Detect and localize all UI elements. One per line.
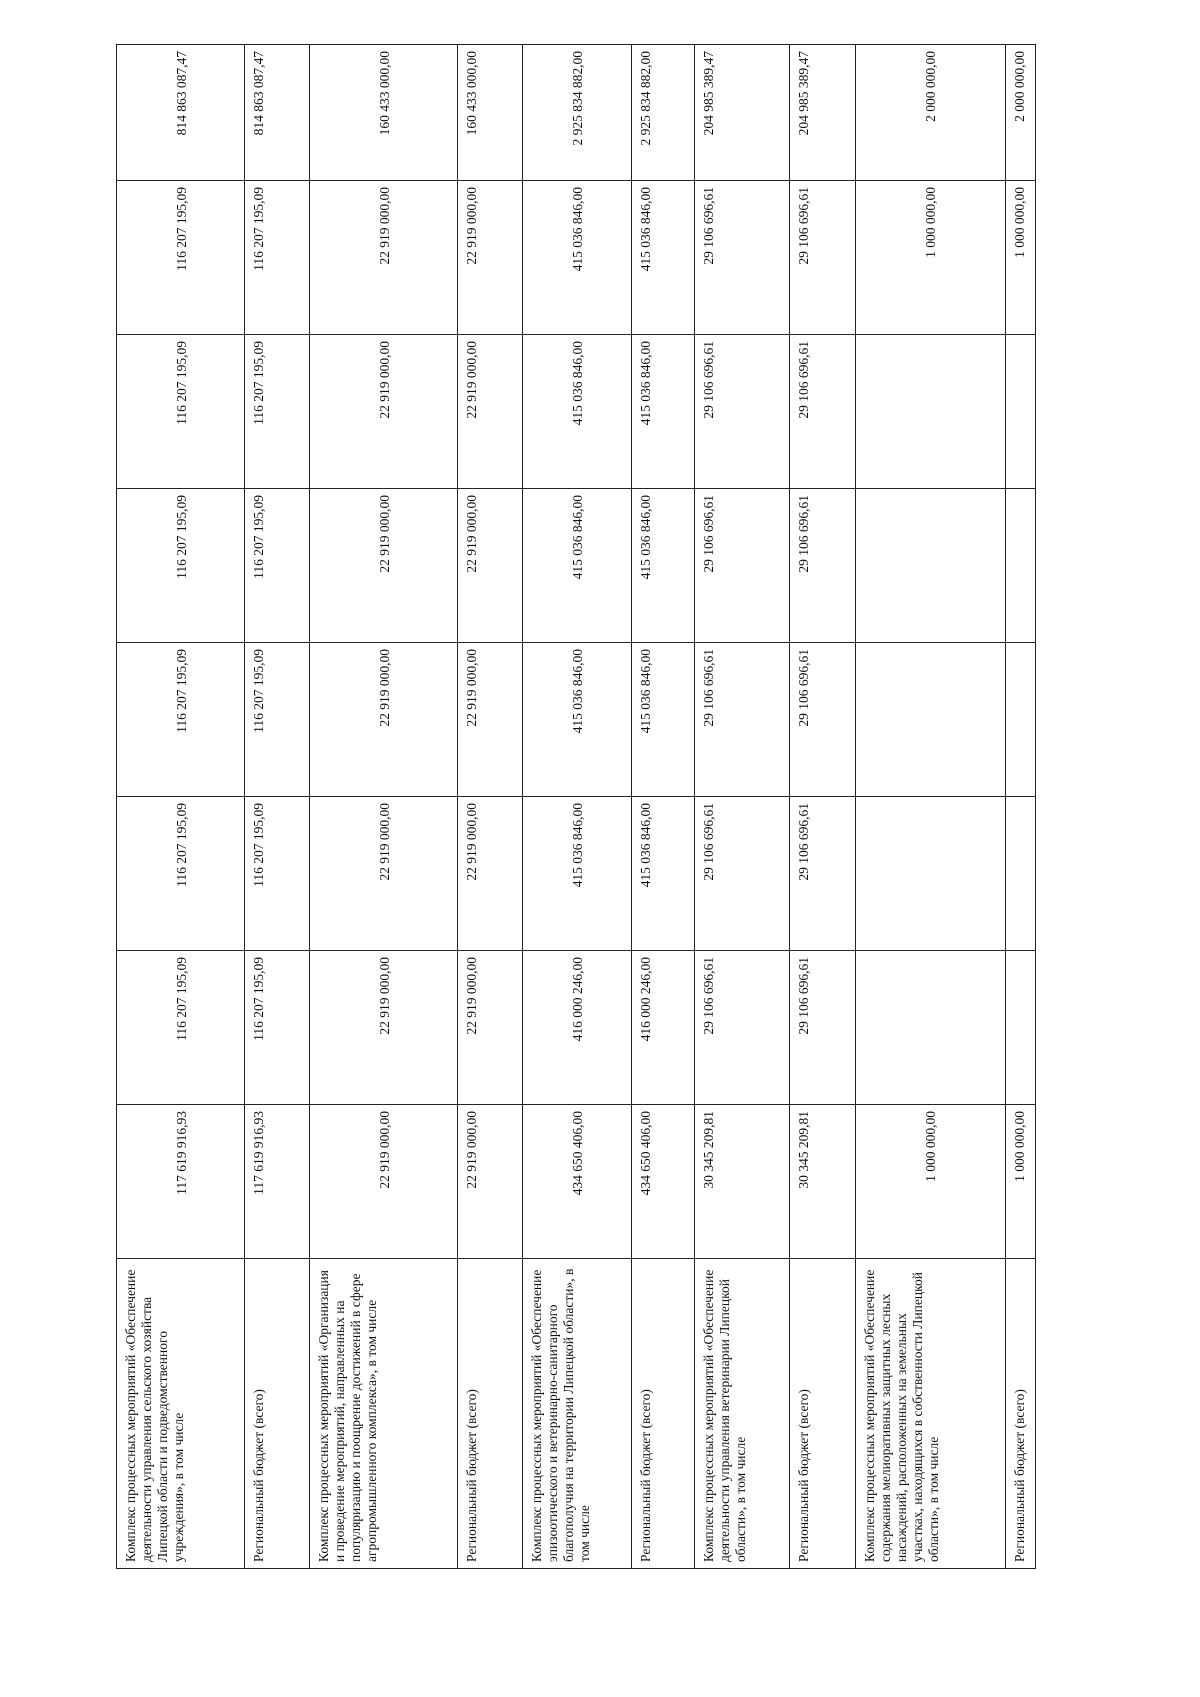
year-cell: 116 207 195,09 [245,797,310,951]
year-cell [1005,489,1035,643]
year-cell: 22 919 000,00 [458,181,523,335]
year-cell: 415 036 846,00 [523,489,632,643]
year-cell: 29 106 696,61 [694,489,790,643]
year-cell: 22 919 000,00 [458,951,523,1105]
year-cell: 22 919 000,00 [458,1105,523,1259]
total-cell: 814 863 087,47 [117,45,245,181]
table-row [245,45,310,1569]
year-cell: 30 345 209,81 [694,1105,790,1259]
table-row [631,45,694,1569]
year-cell: 117 619 916,93 [245,1105,310,1259]
year-cell: 116 207 195,09 [245,951,310,1105]
year-cell: 116 207 195,09 [245,181,310,335]
year-cell [855,797,1005,951]
total-cell: 2 925 834 882,00 [523,45,632,181]
year-cell: 434 650 406,00 [523,1105,632,1259]
year-cell: 22 919 000,00 [310,335,458,489]
year-cell: 22 919 000,00 [458,489,523,643]
budget-table-body [117,45,1036,1569]
year-cell: 415 036 846,00 [631,643,694,797]
total-cell: 204 985 389,47 [694,45,790,181]
year-cell: 30 345 209,81 [790,1105,855,1259]
table-row [694,45,790,1569]
row-label: Региональный бюджет (всего) [631,1259,694,1569]
year-cell: 415 036 846,00 [523,181,632,335]
total-cell: 2 000 000,00 [1005,45,1035,181]
year-cell: 22 919 000,00 [458,335,523,489]
rotated-table-stage [116,45,1036,1569]
year-cell: 22 919 000,00 [458,797,523,951]
year-cell: 416 000 246,00 [631,951,694,1105]
year-cell: 415 036 846,00 [523,643,632,797]
year-cell: 29 106 696,61 [790,951,855,1105]
year-cell: 415 036 846,00 [523,797,632,951]
year-cell: 29 106 696,61 [790,181,855,335]
row-label: Комплекс процессных мероприятий «Организация и проведение мероприятий, направленных на популяризацию и поощрение достижений в сфере агропромышленного комплекса», в том числе [310,1259,458,1569]
year-cell: 415 036 846,00 [631,797,694,951]
year-cell: 29 106 696,61 [694,181,790,335]
table-row [310,45,458,1569]
year-cell: 415 036 846,00 [631,489,694,643]
year-cell: 117 619 916,93 [117,1105,245,1259]
table-row [523,45,632,1569]
row-label: Региональный бюджет (всего) [245,1259,310,1569]
year-cell: 116 207 195,09 [245,643,310,797]
year-cell: 22 919 000,00 [310,951,458,1105]
year-cell [855,643,1005,797]
table-row [855,45,1005,1569]
year-cell: 29 106 696,61 [694,335,790,489]
year-cell [855,489,1005,643]
total-cell: 160 433 000,00 [458,45,523,181]
year-cell: 22 919 000,00 [310,797,458,951]
year-cell: 415 036 846,00 [631,181,694,335]
year-cell: 22 919 000,00 [458,643,523,797]
year-cell: 22 919 000,00 [310,181,458,335]
total-cell: 2 925 834 882,00 [631,45,694,181]
year-cell: 29 106 696,61 [694,797,790,951]
year-cell: 22 919 000,00 [310,643,458,797]
year-cell: 22 919 000,00 [310,489,458,643]
year-cell [1005,951,1035,1105]
total-cell: 204 985 389,47 [790,45,855,181]
year-cell: 29 106 696,61 [790,489,855,643]
year-cell: 116 207 195,09 [117,489,245,643]
year-cell: 29 106 696,61 [790,797,855,951]
year-cell [1005,643,1035,797]
year-cell: 116 207 195,09 [117,951,245,1105]
year-cell: 29 106 696,61 [790,643,855,797]
total-cell: 814 863 087,47 [245,45,310,181]
year-cell [855,951,1005,1105]
table-row [1005,45,1035,1569]
row-label: Региональный бюджет (всего) [458,1259,523,1569]
year-cell: 415 036 846,00 [523,335,632,489]
year-cell: 29 106 696,61 [790,335,855,489]
row-label: Комплекс процессных мероприятий «Обеспечение эпизоотического и ветеринарно-санитарного благополучия на территории Липецкой области», в том числе [523,1259,632,1569]
year-cell: 434 650 406,00 [631,1105,694,1259]
year-cell: 1 000 000,00 [855,181,1005,335]
total-cell: 160 433 000,00 [310,45,458,181]
year-cell [855,335,1005,489]
year-cell: 29 106 696,61 [694,951,790,1105]
row-label: Региональный бюджет (всего) [790,1259,855,1569]
year-cell: 1 000 000,00 [855,1105,1005,1259]
year-cell: 415 036 846,00 [631,335,694,489]
row-label: Комплекс процессных мероприятий «Обеспечение содержания мелиоративных защитных лесных насаждений, расположенных на земельных участках, находящихся в собственности Липецкой области», в том числе [855,1259,1005,1569]
year-cell: 116 207 195,09 [117,797,245,951]
year-cell [1005,335,1035,489]
row-label: Региональный бюджет (всего) [1005,1259,1035,1569]
year-cell: 116 207 195,09 [117,643,245,797]
row-label: Комплекс процессных мероприятий «Обеспечение деятельности управления ветеринарии Липецкой области», в том числе [694,1259,790,1569]
row-label: Комплекс процессных мероприятий «Обеспечение деятельности управления сельского хозяйства Липецкой области и подведомственного учреждения», в том числе [117,1259,245,1569]
budget-table [116,44,1036,1569]
year-cell: 116 207 195,09 [117,335,245,489]
table-row [458,45,523,1569]
year-cell: 116 207 195,09 [245,489,310,643]
year-cell: 1 000 000,00 [1005,1105,1035,1259]
year-cell [1005,797,1035,951]
table-row [117,45,245,1569]
year-cell: 1 000 000,00 [1005,181,1035,335]
total-cell: 2 000 000,00 [855,45,1005,181]
year-cell: 29 106 696,61 [694,643,790,797]
year-cell: 116 207 195,09 [117,181,245,335]
year-cell: 22 919 000,00 [310,1105,458,1259]
year-cell: 416 000 246,00 [523,951,632,1105]
year-cell: 116 207 195,09 [245,335,310,489]
table-row [790,45,855,1569]
